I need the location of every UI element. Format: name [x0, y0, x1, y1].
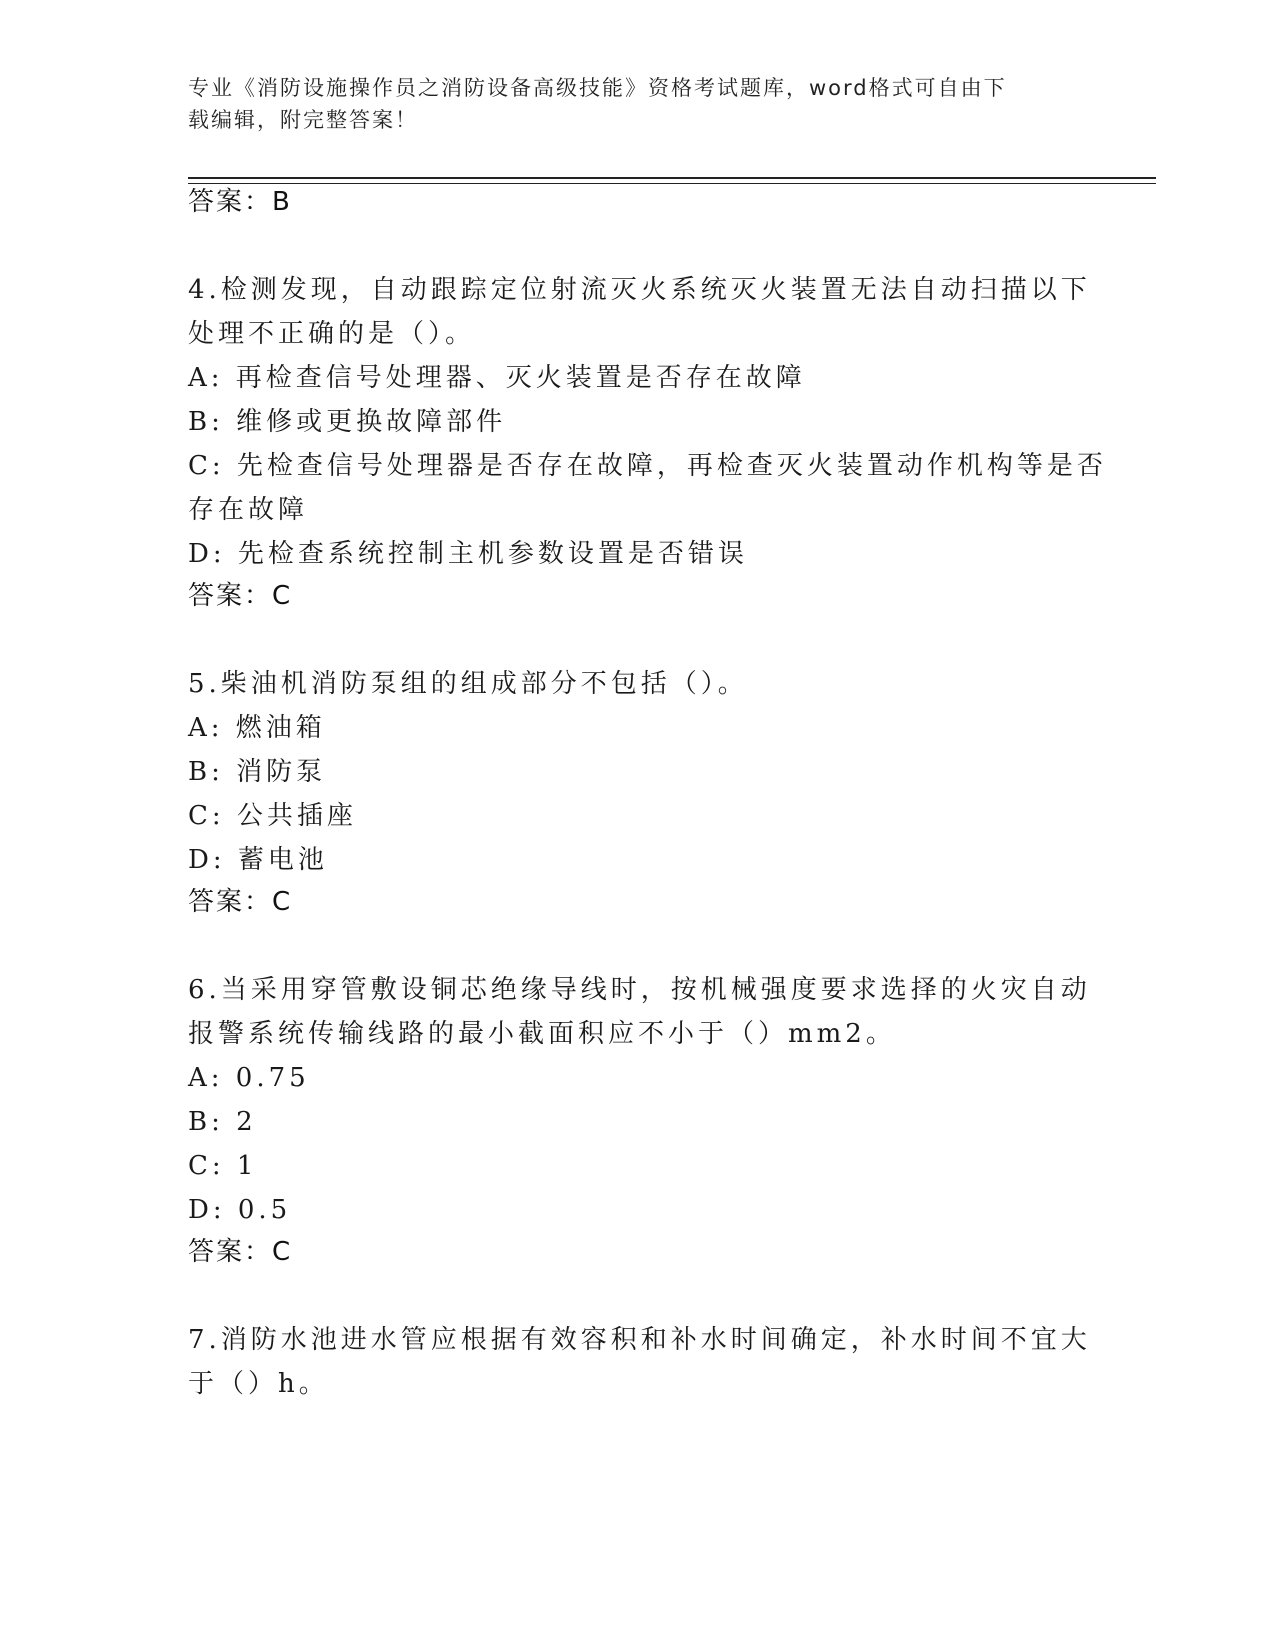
question-4-option-b: B: 维修或更换故障部件 [188, 407, 507, 437]
question-5-option-b: B: 消防泵 [188, 757, 327, 787]
question-4-option-c-line-1: C: 先检查信号处理器是否存在故障，再检查灭火装置动作机构等是否 [188, 451, 1107, 481]
question-4-option-a: A: 再检查信号处理器、灭火装置是否存在故障 [188, 363, 806, 393]
question-7-line-2: 于（）h。 [188, 1369, 329, 1399]
question-5-option-c: C: 公共插座 [188, 801, 357, 831]
question-6-option-c: C: 1 [188, 1151, 258, 1181]
header-line-2: 载编辑，附完整答案！ [188, 108, 418, 132]
header-line-1: 专业《消防设施操作员之消防设备高级技能》资格考试题库，word格式可自由下 [188, 76, 1007, 100]
question-6-option-b: B: 2 [188, 1107, 257, 1137]
question-4-line-2: 处理不正确的是（）。 [188, 319, 476, 349]
question-4-answer: 答案：C [188, 581, 293, 611]
previous-answer: 答案：B [188, 187, 292, 217]
question-5-line-1: 5.柴油机消防泵组的组成部分不包括（）。 [188, 669, 748, 699]
question-5-answer: 答案：C [188, 887, 293, 917]
question-6-line-1: 6.当采用穿管敷设铜芯绝缘导线时，按机械强度要求选择的火灾自动 [188, 975, 1091, 1005]
question-4-option-d: D: 先检查系统控制主机参数设置是否错误 [188, 539, 748, 569]
question-5-option-a: A: 燃油箱 [188, 713, 326, 743]
question-6-option-a: A: 0.75 [188, 1063, 310, 1093]
question-4-option-c-line-2: 存在故障 [188, 495, 309, 525]
question-6-line-2: 报警系统传输线路的最小截面积应不小于（）mm2。 [188, 1019, 896, 1049]
question-6-option-d: D: 0.5 [188, 1195, 292, 1225]
question-6-answer: 答案：C [188, 1237, 293, 1267]
header-divider-thick [188, 177, 1156, 179]
question-5-option-d: D: 蓄电池 [188, 845, 328, 875]
question-4-line-1: 4.检测发现，自动跟踪定位射流灭火系统灭火装置无法自动扫描以下 [188, 275, 1091, 305]
document-header [188, 72, 1068, 136]
header-divider-thin [188, 183, 1156, 184]
question-7-line-1: 7.消防水池进水管应根据有效容积和补水时间确定，补水时间不宜大 [188, 1325, 1091, 1355]
